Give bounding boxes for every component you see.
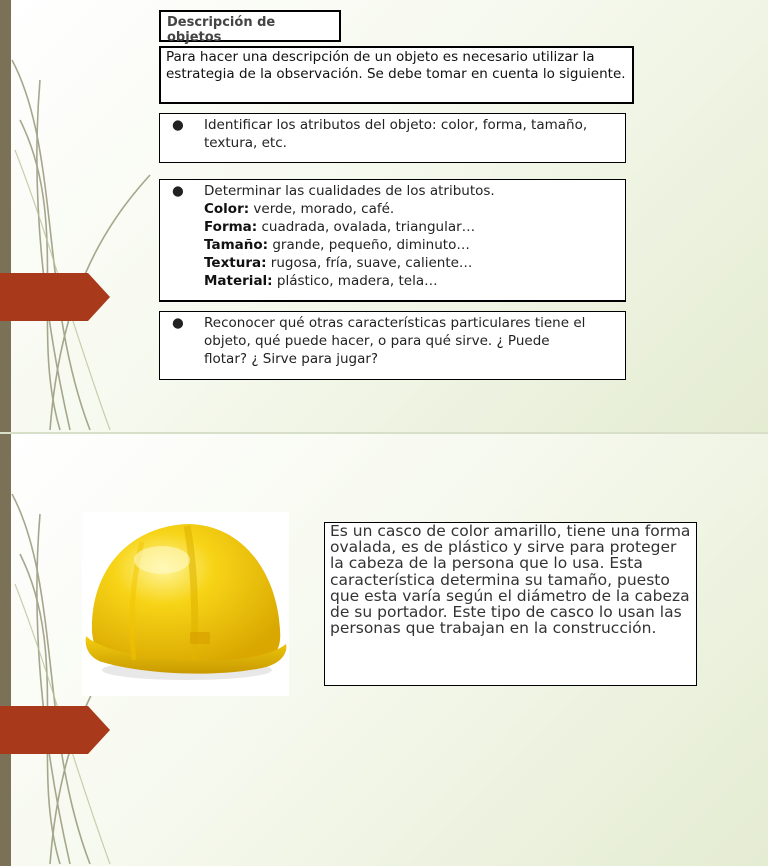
bullet-text-cont: objeto, qué puede hacer, o para qué sirve. ¿ Puede: [204, 333, 550, 349]
bullet-text-cont: flotar? ¿ Sirve para jugar?: [204, 351, 379, 367]
attribute-value: verde, morado, café.: [249, 201, 395, 217]
attribute-texture: [172, 254, 619, 272]
hard-hat-icon: [82, 512, 289, 696]
attribute-shape: [172, 218, 619, 236]
attribute-value: cuadrada, ovalada, triangular…: [257, 219, 476, 235]
arrow-tag: [0, 273, 110, 321]
bullet-text: Determinar las cualidades de los atributos.: [204, 183, 495, 199]
helmet-description: Es un casco de color amarillo, tiene una forma ovalada, es de plástico y sirve para proteger la cabeza de la persona que lo usa. Esta característica determina su tamaño, puesto que esta varía según el diámetro de la cabeza de su portador. Este tipo de casco lo usan las personas que trabajan en la construcción.: [324, 522, 697, 686]
bullet-text: Reconocer qué otras características particulares tiene el: [204, 315, 586, 331]
attribute-size: [172, 236, 619, 254]
attribute-color: [172, 200, 619, 218]
attribute-label: Color:: [204, 201, 250, 217]
attribute-value: rugosa, fría, suave, caliente…: [266, 255, 473, 271]
bullet-marker: ●: [172, 183, 184, 199]
attribute-value: grande, pequeño, diminuto…: [268, 237, 470, 253]
bullet-identify-attributes: [159, 113, 626, 163]
bullet-attribute-qualities: [159, 179, 626, 302]
attribute-label: Forma:: [204, 219, 258, 235]
bullet-text: Identificar los atributos del objeto: color, forma, tamaño,: [204, 117, 588, 133]
helmet-image: [82, 512, 289, 696]
slide-1: [0, 0, 768, 432]
intro-text: Para hacer una descripción de un objeto es necesario utilizar la estrategia de la observación. Se debe tomar en cuenta lo siguiente.: [159, 46, 634, 104]
attribute-label: Textura:: [204, 255, 267, 271]
bullet-other-characteristics: [159, 311, 626, 380]
bullet-marker: ●: [172, 117, 184, 133]
attribute-label: Tamaño:: [204, 237, 269, 253]
bullet-marker: ●: [172, 315, 184, 331]
attribute-material: [172, 272, 619, 290]
bullet-text-cont: textura, etc.: [204, 135, 287, 151]
decorative-curves: [0, 0, 160, 432]
slide-2: [0, 434, 768, 866]
attribute-label: Material:: [204, 273, 273, 289]
slide-title: Descripción de objetos: [159, 10, 341, 42]
arrow-tag: [0, 706, 110, 754]
attribute-value: plástico, madera, tela…: [272, 273, 438, 289]
